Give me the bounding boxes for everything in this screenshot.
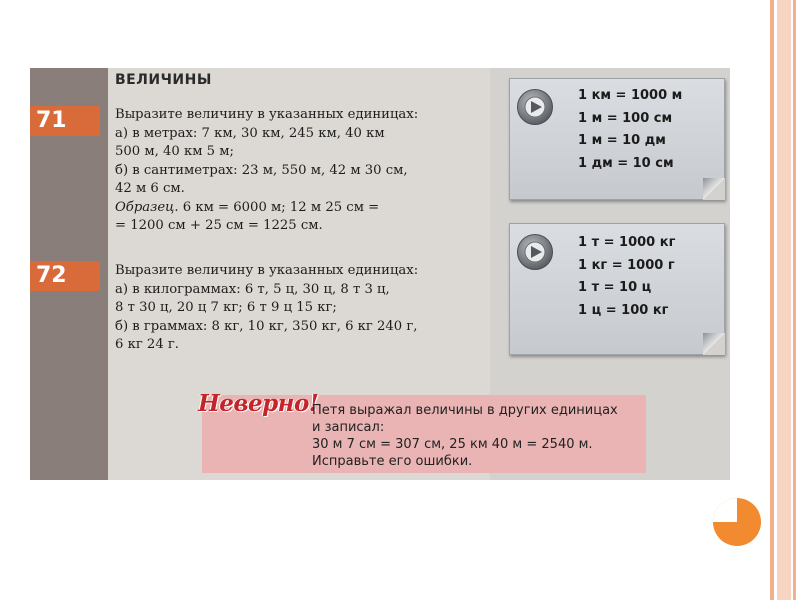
conversion-row: 1 кг = 1000 г [578,257,675,273]
wrong-badge: Неверно! [198,390,319,417]
textbook-page [30,68,730,480]
task-line: а) в килограммах: 6 т, 5 ц, 30 ц, 8 т 3 ц, [115,281,390,297]
length-conversions [578,85,720,175]
task-line: а) в метрах: 7 км, 30 км, 245 км, 40 км [115,125,385,141]
task-72 [115,262,475,355]
conversion-row: 1 ц = 100 кг [578,302,669,318]
task-line: 500 м, 40 км 5 м; [115,144,234,159]
sample-line: = 1200 см + 25 см = 1225 см. [115,218,323,233]
task-line: б) в сантиметрах: 23 м, 550 м, 42 м 30 см, [115,162,408,178]
conversion-row: 1 км = 1000 м [578,88,683,103]
task-line: Выразите величину в указанных единицах: [115,107,419,122]
play-icon [517,89,553,125]
play-icon [517,234,553,270]
sample-label: Образец. [115,199,179,215]
task-line: б) в граммах: 8 кг, 10 кг, 350 кг, 6 кг 240 г, [115,318,418,334]
decor-stripe [777,0,791,600]
mass-conversions [578,232,720,322]
wrong-line: Исправьте его ошибки. [312,454,473,469]
decor-stripe [770,0,774,600]
wrong-line: 30 м 7 см = 307 см, 25 км 40 м = 2540 м. [312,437,593,452]
decor-circle-notch [713,498,737,522]
wrong-line: Петя выражал величины в других единицах [312,403,618,418]
sample-text: 6 км = 6000 м; 12 м 25 см = [178,199,380,215]
task-number-72: 72 [30,261,100,291]
task-line: 42 м 6 см. [115,181,185,196]
wrong-line: и записал: [312,420,385,435]
conversion-row: 1 м = 100 см [578,110,673,126]
task-71 [115,106,475,236]
conversion-row: 1 дм = 10 см [578,155,674,171]
wrong-text [312,402,642,470]
decor-stripe [793,0,796,600]
section-title: ВЕЛИЧИНЫ [115,72,212,88]
mass-units-card [509,223,725,355]
length-units-card [509,78,725,200]
conversion-row: 1 т = 1000 кг [578,235,676,250]
task-number-71: 71 [30,106,100,136]
conversion-row: 1 т = 10 ц [578,280,652,295]
conversion-row: 1 м = 10 дм [578,133,666,148]
task-line: 8 т 30 ц, 20 ц 7 кг; 6 т 9 ц 15 кг; [115,300,337,315]
task-line: Выразите величину в указанных единицах: [115,263,419,278]
task-line: 6 кг 24 г. [115,337,179,352]
sample-line [115,199,475,218]
